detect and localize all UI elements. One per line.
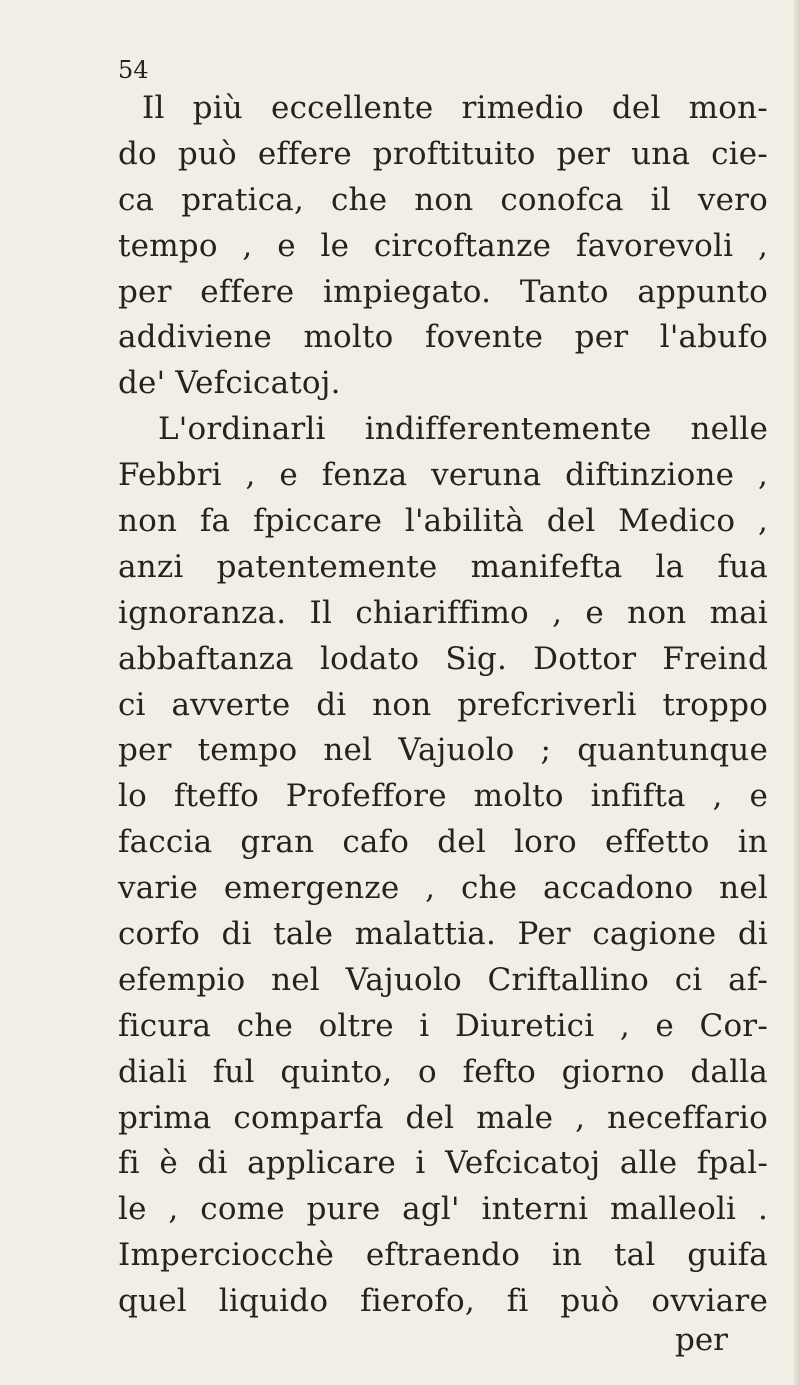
text-line: de' Vefcicatoj. bbox=[118, 365, 341, 402]
text-line: abbaftanza lodato Sig. Dottor Freind bbox=[118, 640, 768, 677]
text-line: diali ful quinto, o fefto giorno dalla bbox=[118, 1053, 768, 1090]
text-line: Il più eccellente rimedio del mon- bbox=[142, 90, 768, 126]
text-line: quel liquido fierofo, fi può ovviare bbox=[118, 1283, 768, 1320]
page-edge bbox=[794, 0, 800, 1385]
text-line: ci avverte di non prefcriverli troppo bbox=[118, 686, 768, 723]
text-line: Febbri , e fenza veruna diftinzione , bbox=[118, 457, 768, 494]
text-line: ficura che oltre i Diuretici , e Cor- bbox=[118, 1007, 768, 1044]
page-number: 54 bbox=[118, 56, 149, 84]
text-line: le , come pure agl' interni malleoli . bbox=[118, 1191, 768, 1228]
text-line: lo fteffo Profeffore molto infifta , e bbox=[118, 778, 768, 815]
text-line: do può effere proftituito per una cie- bbox=[118, 135, 768, 172]
text-line: ca pratica, che non conofca il vero bbox=[118, 181, 768, 218]
text-line: per effere impiegato. Tanto appunto bbox=[118, 273, 768, 310]
text-line: addiviene molto fovente per l'abufo bbox=[118, 319, 768, 356]
text-line: per tempo nel Vajuolo ; quantunque bbox=[118, 732, 768, 769]
text-line: L'ordinarli indifferentemente nelle bbox=[158, 411, 768, 448]
text-line: Imperciocchè eftraendo in tal guifa bbox=[118, 1237, 768, 1274]
text-line: non fa fpiccare l'abilità del Medico , bbox=[118, 503, 768, 540]
text-line: anzi patentemente manifefta la fua bbox=[118, 548, 768, 585]
text-line: prima comparfa del male , neceffario bbox=[118, 1099, 768, 1136]
text-line: varie emergenze , che accadono nel bbox=[118, 870, 768, 907]
text-line: fi è di applicare i Vefcicatoj alle fpal- bbox=[118, 1145, 768, 1182]
text-line: faccia gran cafo del loro effetto in bbox=[118, 824, 768, 861]
text-line: tempo , e le circoftanze favorevoli , bbox=[118, 227, 768, 264]
text-line: corfo di tale malattia. Per cagione di bbox=[118, 916, 768, 953]
text-line: ignoranza. Il chiariffimo , e non mai bbox=[118, 594, 768, 631]
catchword: per bbox=[674, 1322, 728, 1358]
text-line: efempio nel Vajuolo Criftallino ci af- bbox=[118, 961, 768, 998]
body-text bbox=[118, 86, 768, 1325]
